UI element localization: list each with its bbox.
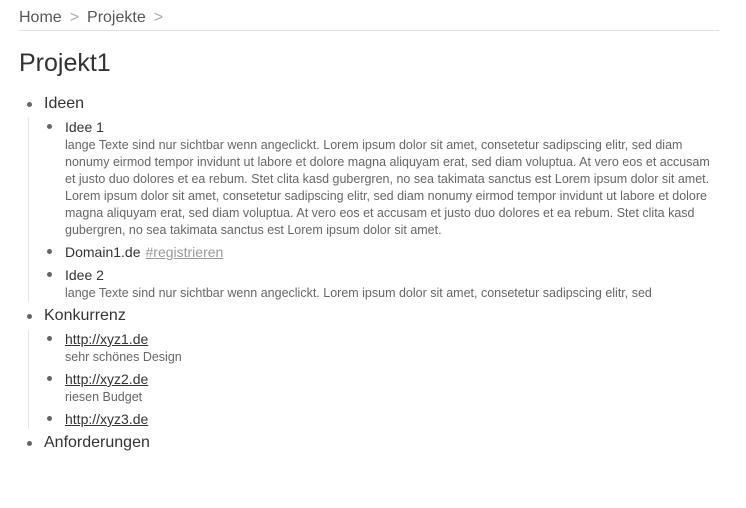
breadcrumb-projekte[interactable]: Projekte [87, 9, 146, 26]
node-note-idee2[interactable]: lange Texte sind nur sichtbar wenn angeclickt. Lorem ipsum dolor sit amet, consetetur sadipscing elitr, sed [65, 286, 652, 300]
node-label-anforderungen[interactable]: Anforderungen [44, 434, 150, 451]
tree-node-domain1 [45, 243, 719, 262]
children-ideen [28, 118, 719, 302]
node-label-idee1[interactable]: Idee 1 [65, 119, 104, 135]
bullet-icon[interactable] [47, 336, 52, 341]
breadcrumb-separator: > [153, 9, 164, 26]
tree-node-konkurrenz [19, 306, 719, 429]
node-label-ideen[interactable]: Ideen [44, 95, 85, 112]
breadcrumb [19, 8, 719, 31]
tree-node-xyz1 [45, 330, 719, 366]
breadcrumb-home[interactable]: Home [19, 9, 62, 26]
outline-tree [19, 94, 719, 453]
bullet-icon[interactable] [47, 376, 52, 381]
tree-node-idee2 [45, 266, 719, 302]
tree-node-xyz3 [45, 410, 719, 429]
link-xyz3[interactable]: http://xyz3.de [65, 411, 149, 427]
bullet-icon[interactable] [47, 272, 52, 277]
breadcrumb-separator: > [69, 9, 80, 26]
node-label-idee2[interactable]: Idee 2 [65, 267, 104, 283]
tag-registrieren[interactable]: #registrieren [145, 244, 224, 260]
node-note-idee1[interactable]: lange Texte sind nur sichtbar wenn angeclickt. Lorem ipsum dolor sit amet, consetetur sadipscing elitr, sed diam nonumy eirmod tempor invidunt ut labore et dolore magna aliquyam erat, sed diam voluptua. At vero eos et accusam et justo duo dolores et ea rebum. Stet clita kasd gubergren, no sea takimata sanctus est Lorem ipsum dolor sit amet. Lorem ipsum dolor sit amet, consetetur sadipscing elitr, sed diam nonumy eirmod tempor invidunt ut labore et dolore magna aliquyam erat, sed diam voluptua. At vero eos et accusam et justo duo dolores et ea rebum. Stet clita kasd gubergren, no sea takimata sanctus est Lorem ipsum dolor sit amet. [65, 138, 710, 237]
tree-node-xyz2 [45, 370, 719, 406]
tree-node-idee1 [45, 118, 719, 239]
domain1-text[interactable]: Domain1.de [65, 244, 141, 260]
node-label-konkurrenz[interactable]: Konkurrenz [44, 307, 126, 324]
page-title: Projekt1 [19, 49, 111, 77]
node-label-xyz1 [65, 330, 148, 348]
node-note-xyz2[interactable]: riesen Budget [65, 390, 143, 404]
node-label-domain1[interactable] [65, 243, 223, 261]
node-note-xyz1[interactable]: sehr schönes Design [65, 350, 182, 364]
tree-node-ideen [19, 94, 719, 302]
link-xyz2[interactable]: http://xyz2.de [65, 371, 149, 387]
node-label-xyz3 [65, 410, 148, 428]
bullet-icon[interactable] [47, 124, 52, 129]
node-label-xyz2 [65, 370, 148, 388]
bullet-icon[interactable] [27, 441, 32, 446]
bullet-icon[interactable] [27, 314, 32, 319]
link-xyz1[interactable]: http://xyz1.de [65, 331, 149, 347]
children-konkurrenz [28, 330, 719, 429]
tree-node-anforderungen [19, 433, 719, 453]
bullet-icon[interactable] [47, 416, 52, 421]
bullet-icon[interactable] [47, 249, 52, 254]
bullet-icon[interactable] [27, 102, 32, 107]
